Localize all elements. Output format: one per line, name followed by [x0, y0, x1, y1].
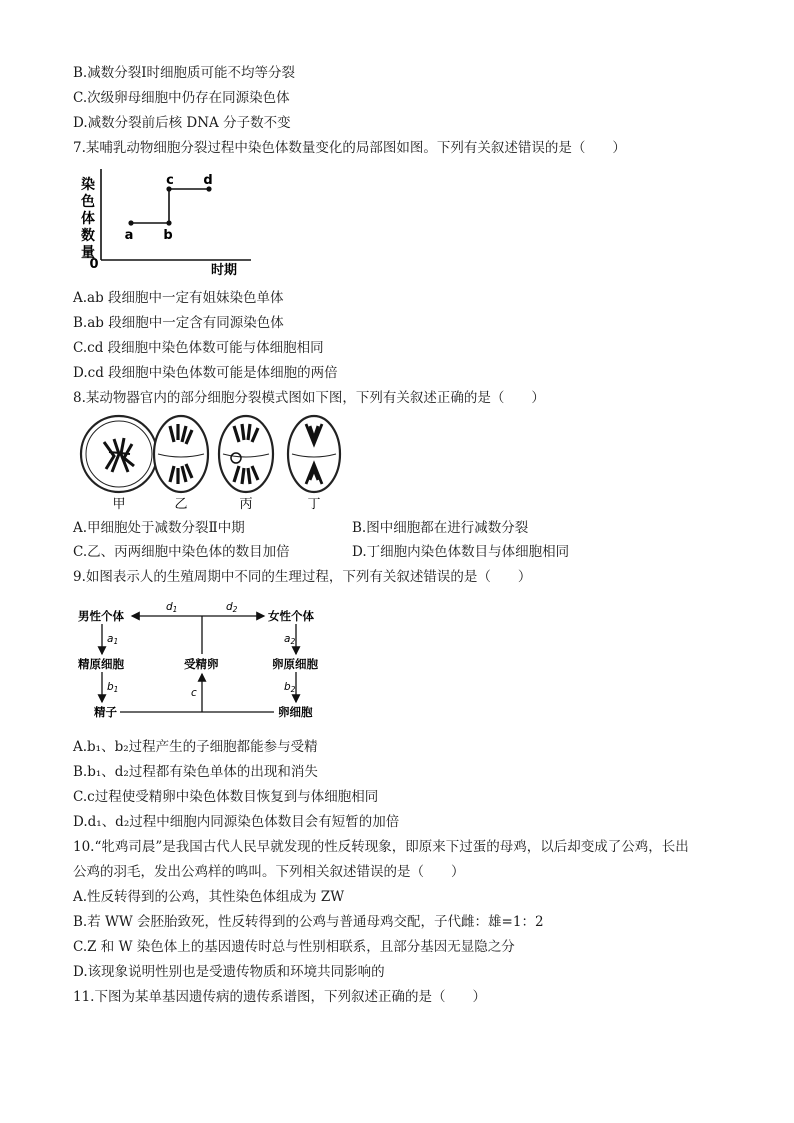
q11-stem: 11.下图为某单基因遗传病的遗传系谱图，下列叙述正确的是（ ）: [73, 989, 486, 1005]
q10-option-d: D.该现象说明性别也是受遗传物质和环境共同影响的: [73, 964, 385, 980]
label-d2: d2: [226, 601, 238, 614]
q8-stem: 8.某动物器官内的部分细胞分裂模式图如下图，下列有关叙述正确的是（ ）: [73, 390, 545, 406]
q8-option-b: B.图中细胞都在进行减数分裂: [352, 520, 529, 536]
q9-reproduction-diagram: [74, 596, 330, 724]
label-zygote: 受精卵: [184, 657, 219, 671]
label-d1: d1: [166, 601, 178, 614]
q6-option-b: B.减数分裂Ⅰ时细胞质可能不均等分裂: [73, 65, 296, 81]
label-a2: a2: [284, 633, 296, 646]
q9-option-c: C.c过程使受精卵中染色体数目恢复到与体细胞相同: [73, 789, 379, 805]
label-male: 男性个体: [78, 609, 124, 623]
q8-option-c: C.乙、丙两细胞中染色体的数目加倍: [73, 544, 290, 560]
q7-option-c: C.cd 段细胞中染色体数可能与体细胞相同: [73, 340, 324, 356]
q7-point-b: [166, 220, 171, 225]
q7-chromosome-graph: [76, 164, 256, 280]
q8-option-a: A.甲细胞处于减数分裂Ⅱ中期: [73, 520, 245, 536]
cell-ding: [288, 416, 340, 492]
cell-label-jia: 甲: [112, 497, 126, 512]
q7-option-a: A.ab 段细胞中一定有姐妹染色单体: [73, 290, 284, 306]
q7-ylabel-char: 体: [81, 211, 95, 227]
q7-option-d: D.cd 段细胞中染色体数可能是体细胞的两倍: [73, 365, 338, 381]
label-egg: 卵细胞: [278, 705, 313, 719]
label-c: c: [191, 687, 197, 699]
label-sperm: 精子: [94, 705, 117, 719]
label-b2: b2: [284, 681, 296, 694]
q7-stem: 7.某哺乳动物细胞分裂过程中染色体数量变化的局部图如图。下列有关叙述错误的是（ ）: [73, 140, 626, 156]
cell-label-bing: 丙: [239, 497, 253, 512]
q10-option-a: A.性反转得到的公鸡，其性染色体组成为 ZW: [73, 889, 345, 905]
q9-option-b: B.b₁、d₂过程都有染色单体的出现和消失: [73, 764, 318, 780]
q7-label-b: b: [163, 228, 173, 243]
cell-bing: [219, 416, 273, 492]
label-female: 女性个体: [268, 609, 314, 623]
q10-stem-line2: 公鸡的羽毛，发出公鸡样的鸣叫。下列相关叙述错误的是（ ）: [73, 864, 465, 880]
q7-option-b: B.ab 段细胞中一定含有同源染色体: [73, 315, 284, 331]
cell-jia: [81, 416, 157, 492]
cell-label-yi: 乙: [174, 497, 188, 512]
q7-ylabel-char: 色: [81, 194, 95, 210]
q7-data-line: [131, 189, 209, 223]
q7-point-a: [128, 220, 133, 225]
q10-stem-line1: 10.“牝鸡司晨”是我国古代人民早就发现的性反转现象，即原来下过蛋的母鸡，以后却变成了公鸡，长出: [73, 839, 689, 855]
q7-ylabel-char: 数: [81, 228, 95, 244]
q10-option-b: B.若 WW 会胚胎致死，性反转得到的公鸡与普通母鸡交配，子代雌：雄=1：2: [73, 914, 544, 930]
cell-label-ding: 丁: [307, 497, 321, 512]
q7-origin: 0: [89, 257, 99, 272]
q9-stem: 9.如图表示人的生殖周期中不同的生理过程，下列有关叙述错误的是（ ）: [73, 569, 532, 585]
q7-xlabel: 时期: [210, 263, 238, 278]
q9-option-a: A.b₁、b₂过程产生的子细胞都能参与受精: [73, 739, 318, 755]
q7-label-c: c: [166, 173, 174, 188]
label-oogonia: 卵原细胞: [272, 657, 318, 671]
cell-yi: [154, 416, 216, 492]
q6-option-d: D.减数分裂前后核 DNA 分子数不变: [73, 115, 291, 131]
q6-option-c: C.次级卵母细胞中仍存在同源染色体: [73, 90, 290, 106]
q8-option-d: D.丁细胞内染色体数目与体细胞相同: [352, 544, 570, 560]
q9-option-d: D.d₁、d₂过程中细胞内同源染色体数目会有短暂的加倍: [73, 814, 400, 830]
q7-ylabel-char: 染: [81, 177, 95, 193]
q7-ylabel-char: 量: [81, 245, 95, 261]
q10-option-c: C.Z 和 W 染色体上的基因遗传时总与性别相联系，且部分基因无显隐之分: [73, 939, 515, 955]
label-spermatogonia: 精原细胞: [78, 657, 124, 671]
label-a1: a1: [107, 633, 119, 646]
q8-cell-diagram: [74, 414, 356, 514]
label-b1: b1: [107, 681, 119, 694]
q7-label-d: d: [203, 173, 213, 188]
q7-label-a: a: [124, 228, 134, 243]
